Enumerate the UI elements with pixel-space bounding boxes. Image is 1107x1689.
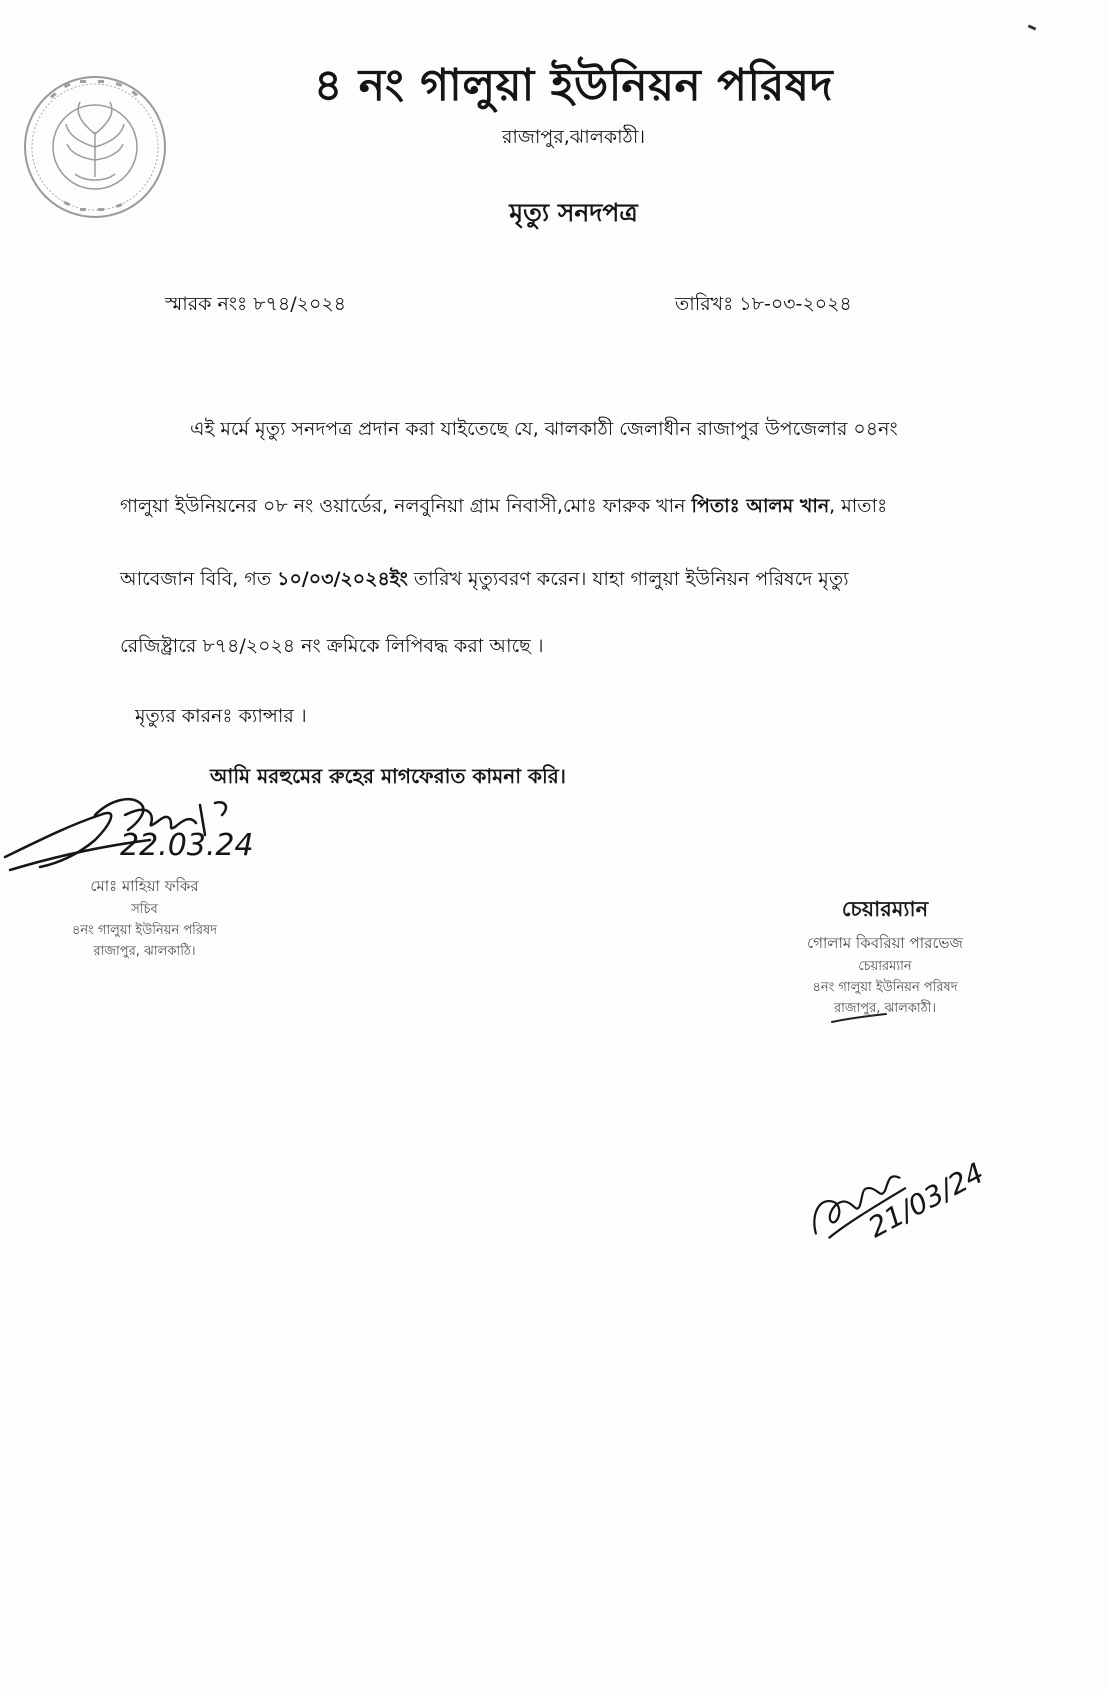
secretary-stamp-title: সচিব	[131, 902, 158, 917]
certificate-body-line-3	[120, 565, 849, 597]
memo-number: স্মারক নংঃ ৮৭৪/২০২৪	[165, 293, 347, 315]
chairman-stamp-name: গোলাম কিবরিয়া পারভেজ	[807, 934, 963, 952]
issue-date: তারিখঃ ১৮-০৩-২০২৪	[675, 293, 852, 315]
chairman-block	[755, 893, 1015, 1020]
mother-name: আবেজান বিবি, গত	[120, 568, 278, 590]
secretary-signature-date: 22.03.24	[120, 828, 254, 863]
scan-mark	[1028, 24, 1037, 30]
secretary-stamp	[22, 875, 267, 963]
certificate-body-line-1: এই মর্মে মৃত্যু সনদপত্র প্রদান করা যাইতেছে যে, ঝালকাঠী জেলাধীন রাজাপুর উপজেলার ০৪নং	[190, 418, 898, 440]
death-date: ১০/০৩/২০২৪ইং	[277, 568, 408, 590]
condolence-line: আমি মরহুমের রুহের মাগফেরাত কামনা করি।	[210, 764, 566, 788]
handwritten-note-date: 21/03/24	[862, 1156, 990, 1245]
chairman-stamp-place: রাজাপুর, ঝালকাঠী।	[833, 1001, 937, 1016]
certificate-body-line-2	[120, 492, 887, 524]
father-name: পিতাঃ আলম খান	[691, 495, 830, 517]
secretary-stamp-place: রাজাপুর, ঝালকাঠি।	[93, 944, 196, 959]
secretary-stamp-org: ৪নং গালুয়া ইউনিয়ন পরিষদ	[71, 923, 218, 938]
certificate-body-line-4: রেজিষ্ট্রারে ৮৭৪/২০২৪ নং ক্রমিকে লিপিবদ্ধ করা আছে ।	[120, 635, 544, 657]
union-address: রাজাপুর,ঝালকাঠী।	[501, 126, 646, 148]
chairman-initial-mark	[830, 1010, 890, 1030]
mother-label: , মাতাঃ	[829, 495, 888, 517]
chairman-stamp-title: চেয়ারম্যান	[858, 959, 912, 974]
certificate-title: মৃত্যু সনদপত্র	[509, 198, 638, 227]
cause-of-death: মৃত্যুর কারনঃ ক্যান্সার ।	[135, 705, 307, 727]
union-name-title: ৪ নং গালুয়া ইউনিয়ন পরিষদ	[313, 60, 834, 111]
chairman-title: চেয়ারম্যান	[841, 897, 929, 921]
chairman-stamp-org: ৪নং গালুয়া ইউনিয়ন পরিষদ	[812, 980, 958, 995]
handwritten-note	[800, 1120, 1060, 1250]
secretary-signature	[0, 785, 300, 880]
secretary-stamp-name: মোঃ মাহিয়া ফকির	[90, 877, 199, 895]
resident-text: গালুয়া ইউনিয়নের ০৮ নং ওয়ার্ডের, নলবুনিয়া গ্রাম নিবাসী,মোঃ ফারুক খান	[120, 495, 692, 517]
death-text: তারিখ মৃত্যুবরণ করেন। যাহা গালুয়া ইউনিয়ন পরিষদে মৃত্যু	[407, 568, 849, 590]
